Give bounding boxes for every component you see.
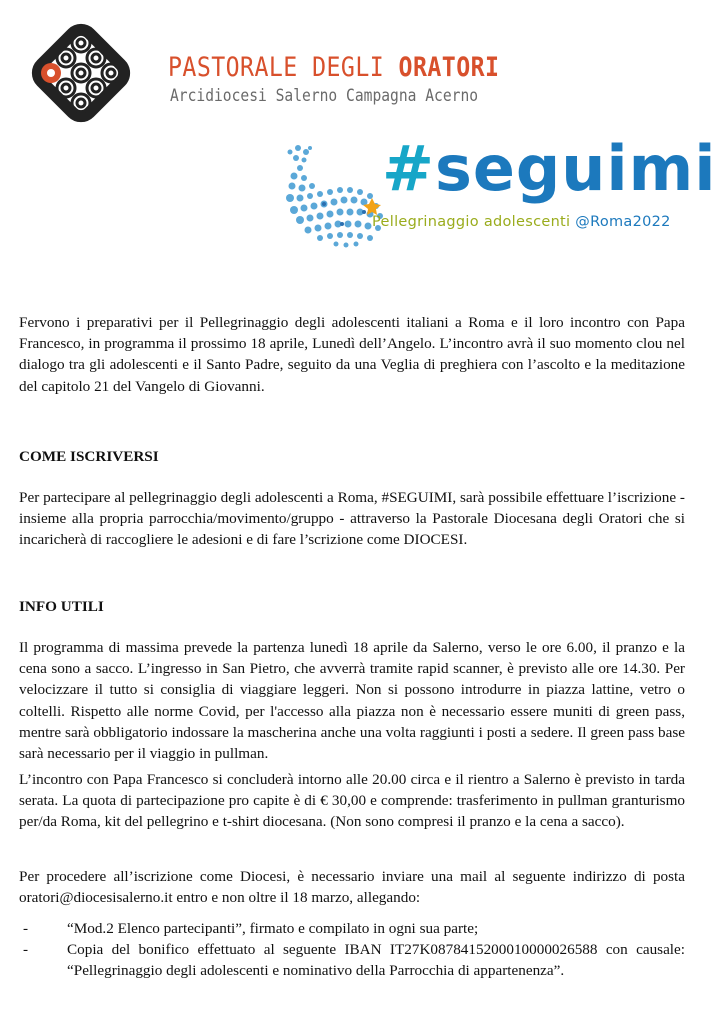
org-subtitle: Arcidiocesi Salerno Campagna Acerno xyxy=(170,86,479,106)
info-paragraph-3: Per procedere all’iscrizione come Diocesi, è necessario inviare una mail al seguente indirizzo di posta oratori@diocesisalerno.it entro e non oltre il 18 marzo, allegando: xyxy=(19,868,685,907)
org-title-part1: PASTORALE DEGLI xyxy=(168,52,399,83)
list-item xyxy=(19,939,685,981)
list-marker: - xyxy=(23,920,29,937)
list-marker: - xyxy=(23,941,29,959)
event-subtitle-part2: @Roma2022 xyxy=(575,214,671,230)
hashtag-symbol: # xyxy=(382,132,435,205)
list-item-text: “Mod.2 Elenco partecipanti”, firmato e compilato in ogni sua parte; xyxy=(67,920,479,937)
list-item-text: Copia del bonifico effettuato al seguente IBAN IT27K0878415200010000026588 con causale: “Pellegrinaggio degli adolescenti e nominativo della Parrocchia di appartenenza”. xyxy=(67,941,685,980)
whale-dots-icon xyxy=(280,140,390,252)
section-heading-info: INFO UTILI xyxy=(19,598,104,615)
iscriversi-paragraph: Per partecipare al pellegrinaggio degli adolescenti a Roma, #SEGUIMI, sarà possibile effettuare l’iscrizione - insieme alla propria parrocchia/movimento/gruppo - attraverso la Pastorale Diocesana degli Oratori che si incaricherà di raccogliere le adesioni e di fare l’scrizione come DIOCESI. xyxy=(19,489,685,549)
event-hashtag xyxy=(382,132,717,205)
attachments-list xyxy=(19,918,685,982)
intro-paragraph: Fervono i preparativi per il Pellegrinaggio degli adolescenti italiani a Roma e il loro incontro con Papa Francesco, in programma il prossimo 18 aprile, Lunedì dell’Angelo. L’incontro avrà il suo momento clou nel dialogo tra gli adolescenti e il Santo Padre, seguito da una Veglia di preghiera con l’ascolto e la meditazione del capitolo 21 del Vangelo di Giovanni. xyxy=(19,314,685,395)
info-paragraph-1: Il programma di massima prevede la partenza lunedì 18 aprile da Salerno, verso le ore 6.00, il pranzo e la cena sono a sacco. L’ingresso in San Pietro, che avverrà tramite rapid scanner, è previsto alle ore 14.30. Per velocizzare il tutto si consiglia di viaggiare leggeri. Non si possono introdurre in piazza lattine, vetro o coltelli. Rispetto alle norme Covid, per l'accesso alla piazza non è necessario essere muniti di green pass, mentre sarà obbligatorio indossare la mascherina anche una volta raggiunti i posti a sedere. Il green pass base sarà necessario per il viaggio in pullman. xyxy=(19,639,685,763)
pastorale-oratori-logo xyxy=(20,12,142,134)
event-subtitle-part1: Pellegrinaggio adolescenti xyxy=(372,214,576,230)
org-title-part2: ORATORI xyxy=(398,52,500,83)
info-paragraph-2: L’incontro con Papa Francesco si concluderà intorno alle 20.00 circa e il rientro a Salerno è previsto in tarda serata. La quota di partecipazione pro capite è di € 30,00 e comprende: trasferimento in pullman granturismo per/da Roma, kit del pellegrino e t-shirt diocesana. (Non sono compresi il pranzo e la cena a sacco). xyxy=(19,771,685,831)
section-heading-iscriversi: COME ISCRIVERSI xyxy=(19,448,159,465)
org-title xyxy=(168,52,499,83)
list-item xyxy=(19,918,685,939)
event-subtitle xyxy=(372,214,671,230)
hashtag-word: seguimi xyxy=(434,132,717,205)
